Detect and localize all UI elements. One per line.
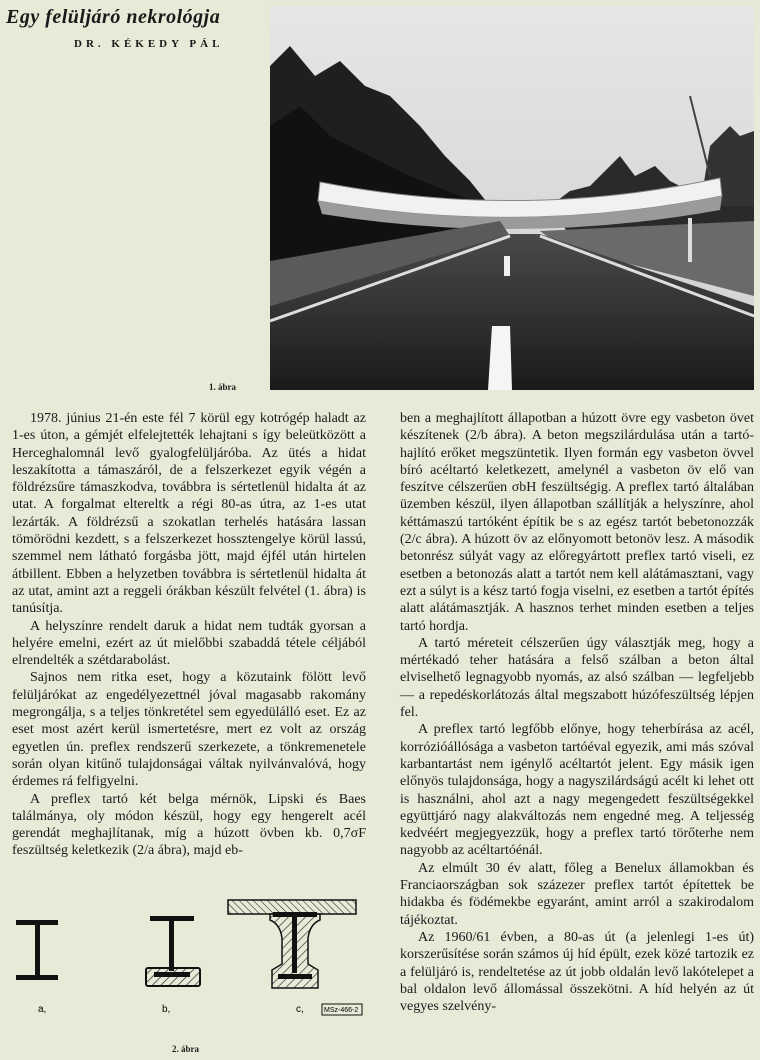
left-column [12,410,366,860]
ibeam-b [146,916,200,986]
right-column [400,410,754,1015]
paragraph: 1978. június 21-én este fél 7 körül egy kotrógép haladt az 1-es úton, a gémjét elfelejtették lehajtani s így beleütközött a Herceghalomnál levő gyalogfelüljáróba. Az ütés a hidat leszakította a támaszáról, de a felszerkezet egyik végén a földrézsűre támaszkodva, továbbra is sértetlenül hidalta át az utat. A forgalmat eltereltk a régi 80-as útra, az 1-es utat lezárták. A földrézsű a szokatlan terhelés hatására lassan tömörödni kezdett, s a felszerkezet hossztengelye körül lassú, szemmel nem látható forgásba jött, majd éjfél után hirtelen átbillent. Ebben a helyzetben továbbra is sértetlenül hidalta át az utat, amint azt a reggeli órákban készült felvétel (1. ábra) is tanúsítja. [12,411,366,617]
label-a: a, [38,1004,47,1015]
figure-1-caption: 1. ábra [209,382,236,392]
figure-2-caption: 2. ábra [172,1044,199,1054]
paragraph: Az 1960/61 évben, a 80-as út (a jelenlegi 1-es út) korszerűsítése során számos új híd épült, ezek közé tartozik ez a felüljáró is, rendeltetése az út jobb oldalán levő lakótelepet a bal oldalon levő állomással összekötni. A híd helyén az út vegyes szelvény- [400,929,754,1015]
figure-2-diagram [10,898,366,1020]
ibeam-a [16,920,58,980]
paragraph: A preflex tartó két belga mérnök, Lipski és Baes találmánya, oly módon készül, hogy egy hengerelt acél gerendát meghajlítanak, míg a húzott övben kb. 0,7σF feszültség keletkezik (2/a ábra), majd eb- [12,791,366,859]
figure-1-photo [270,6,754,390]
ibeam-c [228,900,356,988]
label-c: c, [296,1004,304,1015]
paragraph: A helyszínre rendelt daruk a hidat nem tudták gyorsan a helyére emelni, ezért az út mielőbbi szabaddá tétele céljából elrendelték a szétdarabolást. [12,618,366,669]
paragraph: Sajnos nem ritka eset, hogy a közutaink fölött levő felüljárókat az engedélyezettnél jóval magasabb rakomány megrongálja, s a teljes tönkretétel sem egyedülálló eset. Ez az eset most azért kerül ismertetésre, mert ez volt az ország egyetlen ún. preflex rendszerű szerkezete, a tönkremenetele során olyan kitűnő tulajdonságai váltak nyilvánvalóvá, hogy érdemes rá felfigyelni. [12,670,366,790]
paragraph: ben a meghajlított állapotban a húzott övre egy vasbeton övet készítenek (2/b ábra). A beton megszilárdulása után a tartó-hajlító erőket megszüntetik. Ilyen formán egy vasbeton övvel bíró acéltartó keletkezett, amelynél a vasbeton öv elő van feszítve célszerűen σbH feszültségig. A preflex tartó általában üzemben készül, ilyen állapotban szállítják a helyszínre, ahol kéttámaszú tartóként építik be s az egész tartót bebetonozzák (2/c ábra). A húzott öv az előnyomott betonöv lesz. A második betonrész súlyát vagy az előregyártott preflex tartó viseli, ez esetben a betonozás alatt a tartót nem kell alátámasztani, vagy ezt a súlyt is a kész tartó fogja viselni, ez esetben a tartót építés alatt alátámasztják. A hasznos terhet minden esetben a teljes tartó hordja. [400,411,754,634]
article-title: Egy felüljáró nekrológja [6,6,221,28]
author-name: DR. KÉKEDY PÁL [74,38,224,50]
paragraph: A tartó méreteit célszerűen úgy választják meg, hogy a mértékadó teher hatására a felső szálban a beton által elviselhető legnagyobb nyomás, az alsó szálban — legfeljebb — a repedéskorlátozás által megszabott húzófeszültség lépjen fel. [400,635,754,721]
paragraph: A preflex tartó legfőbb előnye, hogy teherbírása az acél, korrózióállósága a vasbeton tartóéval egyezik, ami más szóval karbantartást nem igénylő acéltartót jelent. Egy másik igen előnyös tulajdonsága, hogy a nagyszilárdságú acélt ki lehet ott is használni, ahol azt a nagy megengedett feszültségekkel együttjáró nagy alakváltozás nem engedné meg. A teljesség kedvéért megjegyezzük, hogy a preflex tartó törőterhe nem nagyobb az acéltartóénál. [400,722,754,859]
paragraph: Az elmúlt 30 év alatt, főleg a Benelux államokban és Franciaországban sok százezer preflex tartót építettek be hidakba és födémekbe egyaránt, amint arról a szakirodalom tájékoztat. [400,860,754,928]
label-b: b, [162,1004,171,1015]
stamp: MSz-466-2 [324,1007,359,1014]
